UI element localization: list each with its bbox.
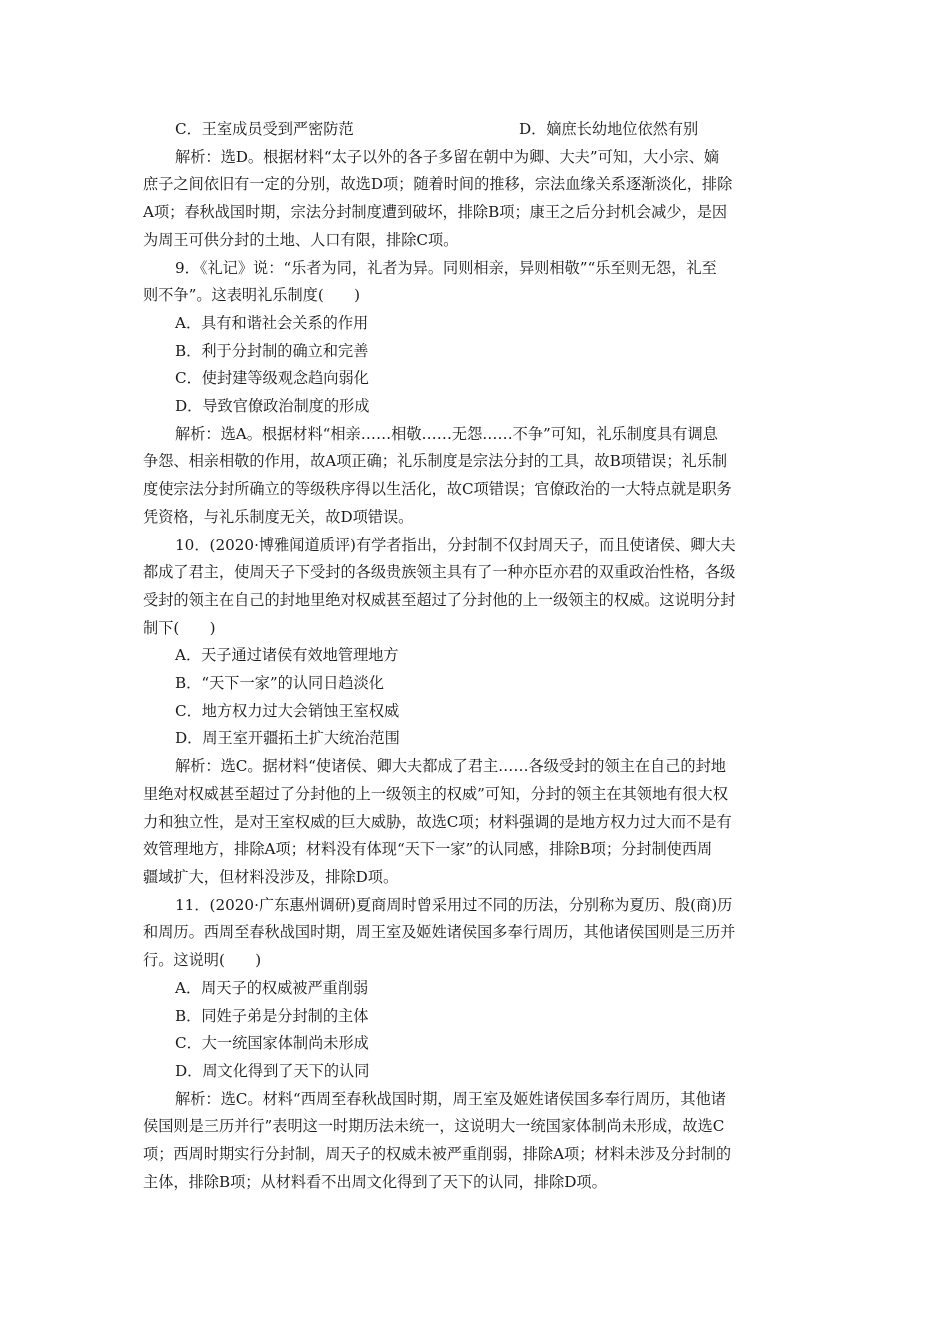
q9-option-c: C．使封建等级观念趋向弱化	[175, 369, 369, 388]
analysis-line: 侯国则是三历并行”表明这一时期历法未统一，这说明大一统国家体制尚未形成，故选C	[143, 1117, 725, 1136]
stem-line: 11．(2020·广东惠州调研)夏商周时曾采用过不同的历法，分别称为夏历、殷(商)历	[175, 895, 733, 914]
stem-line: 和周历。西周至春秋战国时期，周王室及姬姓诸侯国多奉行周历，其他诸侯国则是三历并	[143, 923, 736, 942]
q10-option-b: B．“天下一家”的认同日趋淡化	[175, 674, 384, 693]
q10-option-d: D．周王室开疆拓土扩大统治范围	[175, 729, 400, 748]
analysis-line: 力和独立性，是对王室权威的巨大威胁，故选C项；材料强调的是地方权力过大而不是有	[143, 812, 732, 831]
q10-option-a: A．天子通过诸侯有效地管理地方	[175, 646, 399, 665]
analysis-line: 项；西周时期实行分封制，周天子的权威未被严重削弱，排除A项；材料未涉及分封制的	[143, 1145, 732, 1164]
q9-analysis	[143, 421, 813, 532]
stem-line: 9．《礼记》说：“乐者为同，礼者为异。同则相亲，异则相敬”“乐至则无怨，礼至	[175, 258, 717, 277]
q9-option-b: B．利于分封制的确立和完善	[175, 341, 369, 360]
q10-option-c: C．地方权力过大会销蚀王室权威	[175, 701, 400, 720]
q8-option-d: D．嫡庶长幼地位依然有别	[519, 120, 699, 138]
analysis-line: 解析：选C。材料“西周至春秋战国时期，周王室及姬姓诸侯国多奉行周历，其他诸	[175, 1089, 726, 1108]
q9-option-d: D．导致官僚政治制度的形成	[175, 397, 370, 416]
analysis-line: 解析：选C。据材料“使诸侯、卿大夫都成了君主……各级受封的领主在自己的封地	[175, 757, 726, 776]
stem-line: 则不争”。这表明礼乐制度( )	[143, 286, 361, 305]
q9-stem	[143, 255, 813, 310]
stem-line: 10．(2020·博雅闻道质评)有学者指出，分封制不仅封周天子，而且使诸侯、卿大夫	[175, 535, 736, 554]
analysis-line: 为周王可供分封的土地、人口有限，排除C项。	[143, 230, 459, 249]
q9-options	[143, 310, 813, 421]
analysis-line: 度使宗法分封所确立的等级秩序得以生活化，故C项错误；官僚政治的一大特点就是职务	[143, 480, 732, 499]
q9-option-a: A．具有和谐社会关系的作用	[175, 313, 369, 332]
analysis-line: 凭资格，与礼乐制度无关，故D项错误。	[143, 507, 414, 526]
analysis-line: 争怨、相亲相敬的作用，故A项正确；礼乐制度是宗法分封的工具，故B项错误；礼乐制	[143, 452, 728, 471]
q10-options	[143, 642, 813, 753]
analysis-line: 疆域扩大，但材料没涉及，排除D项。	[143, 867, 399, 886]
analysis-line: 主体，排除B项；从材料看不出周文化得到了天下的认同，排除D项。	[143, 1172, 607, 1191]
stem-line: 行。这说明( )	[143, 951, 262, 970]
q10-analysis	[143, 753, 813, 892]
analysis-line: 解析：选D。根据材料“太子以外的各子多留在朝中为卿、大夫”可知，大小宗、嫡	[175, 147, 720, 166]
q11-option-b: B．同姓子弟是分封制的主体	[175, 1006, 369, 1025]
analysis-line: 庶子之间依旧有一定的分别，故选D项；随着时间的推移，宗法血缘关系逐渐淡化，排除	[143, 175, 733, 194]
stem-line: 受封的领主在自己的封地里绝对权威甚至超过了分封他的上一级领主的权威。这说明分封	[143, 590, 736, 609]
q11-option-c: C．大一统国家体制尚未形成	[175, 1034, 369, 1053]
q10-stem	[143, 532, 813, 643]
stem-line: 都成了君主，使周天子下受封的各级贵族领主具有了一种亦臣亦君的双重政治性格，各级	[143, 563, 736, 582]
analysis-line: 效管理地方，排除A项；材料没有体现“天下一家”的认同感，排除B项；分封制使西周	[143, 840, 713, 859]
q8-options-row	[143, 116, 813, 144]
document-page	[143, 116, 813, 1196]
q11-option-a: A．周天子的权威被严重削弱	[175, 978, 369, 997]
q11-stem	[143, 892, 813, 975]
analysis-line: A项；春秋战国时期，宗法分封制度遭到破坏，排除B项；康王之后分封机会减少，是因	[143, 203, 728, 222]
q11-options	[143, 975, 813, 1086]
q11-option-d: D．周文化得到了天下的认同	[175, 1061, 370, 1080]
q8-analysis	[143, 144, 813, 255]
stem-line: 制下( )	[143, 618, 216, 637]
analysis-line: 里绝对权威甚至超过了分封他的上一级领主的权威”可知，分封的领主在其领地有很大权	[143, 784, 728, 803]
q8-option-c: C．王室成员受到严密防范	[175, 120, 354, 138]
q11-analysis	[143, 1086, 813, 1197]
analysis-line: 解析：选A。根据材料“相亲……相敬……无怨……不争”可知，礼乐制度具有调息	[175, 424, 718, 443]
